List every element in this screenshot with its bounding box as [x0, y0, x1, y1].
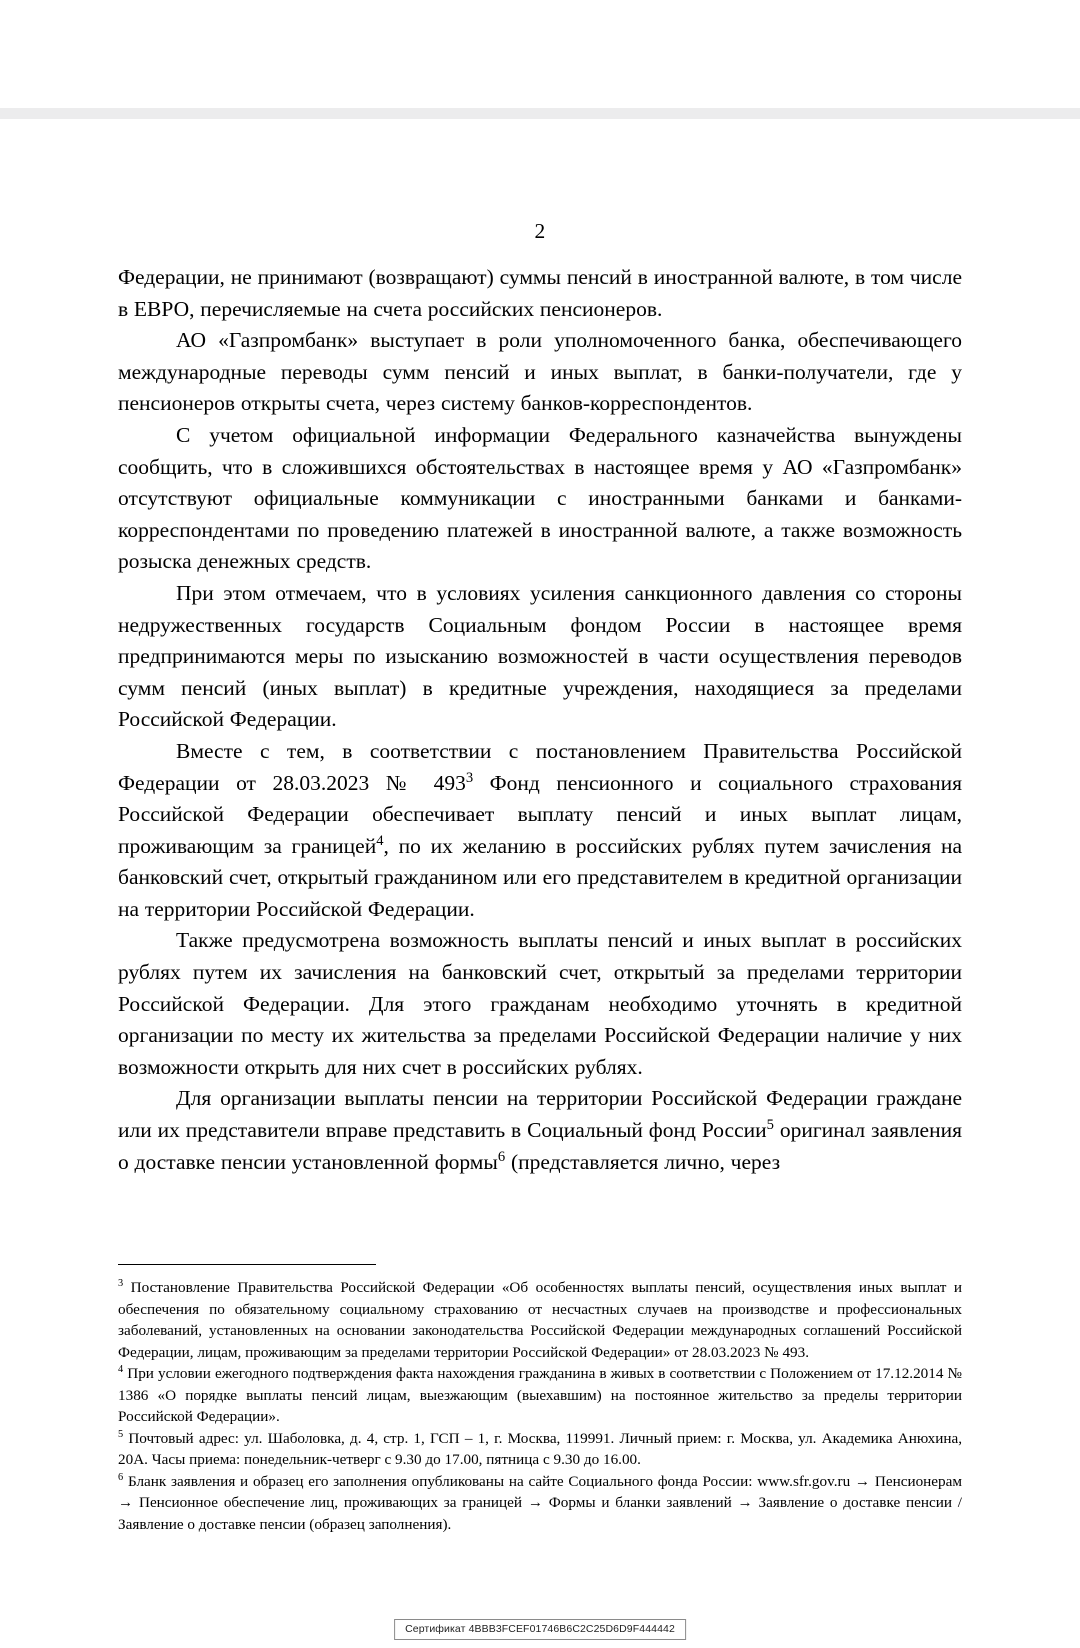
page-separator-band — [0, 108, 1080, 119]
paragraph-5-part3: , по их желанию в российских рублях путем зачисления на банковский счет, открытый гражданином или его представителем в кредитной организации на территории Российской Федерации. — [118, 833, 962, 921]
footnote-ref-4: 4 — [376, 832, 384, 849]
certificate-stamp: Сертификат 4BBB3FCEF01746B6C2C25D6D9F444442 — [394, 1619, 686, 1640]
paragraph-4: При этом отмечаем, что в условиях усиления санкционного давления со стороны недружественных государств Социальным фондом России в настоящее время предпринимаются меры по изысканию возможностей в части осуществления переводов сумм пенсий (иных выплат) в кредитные учреждения, находящиеся за пределами Российской Федерации. — [118, 580, 962, 732]
footnote-text-4: При условии ежегодного подтверждения факта нахождения гражданина в живых в соответствии с Положением от 17.12.2014 № 1386 «О порядке выплаты пенсий лицам, выезжающим (выехавшим) на постоянное жительство за пределы территории Российской Федерации». — [118, 1365, 962, 1426]
bottom-spacer — [118, 1535, 962, 1575]
footnote-text-3: Постановление Правительства Российской Федерации «Об особенностях выплаты пенсий, осуществления иных выплат и обеспечения по обязательному социальному страхованию от несчастных случаев на производстве и профессиональных заболеваний, установленных на основании законодательства Российской Федерации международных соглашений Российской Федерации, лицам, проживающим за пределами территории Российской Федерации» от 28.03.2023 № 493. — [118, 1279, 962, 1361]
footnote-ref-5: 5 — [766, 1116, 774, 1133]
page-content — [0, 119, 1080, 1575]
footnotes-block — [118, 1277, 962, 1535]
paragraph-3: С учетом официальной информации Федерального казначейства вынуждены сообщить, что в сложившихся обстоятельствах в настоящее время у АО «Газпромбанк» отсутствуют официальные коммуникации с иностранными банками и банками-корреспондентами по проведению платежей в иностранной валюте, а также возможность розыска денежных средств. — [118, 422, 962, 574]
footnote-ref-3: 3 — [465, 769, 474, 786]
footnote-marker-4: 4 — [118, 1364, 124, 1376]
paragraph-2: АО «Газпромбанк» выступает в роли уполномоченного банка, обеспечивающего международные переводы сумм пенсий и иных выплат, в банки-получатели, где у пенсионеров открыты счета, через систему банков-корреспондентов. — [118, 328, 962, 416]
footnote-5 — [118, 1428, 962, 1471]
page-number: 2 — [534, 219, 546, 243]
paragraph-7-part3: (представляется лично, через — [505, 1149, 781, 1174]
footnote-marker-5: 5 — [118, 1428, 124, 1440]
paragraph-7-part2: оригинал заявления о доставке пенсии установленной формы — [118, 1118, 962, 1174]
footnote-separator — [118, 1264, 376, 1265]
footnote-marker-3: 3 — [118, 1278, 124, 1290]
footnote-text-6: Бланк заявления и образец его заполнения опубликованы на сайте Социального фонда России: www.sfr.gov.ru → Пенсионерам → Пенсионное обеспечение лиц, проживающих за границей → Формы и бланки заявлений → Заявление о доставке пенсии / Заявление о доставке пенсии (образец заполнения). — [118, 1472, 962, 1533]
footnote-marker-6: 6 — [118, 1471, 124, 1483]
paragraph-1: Федерации, не принимают (возвращают) суммы пенсий в иностранной валюте, в том числе в ЕВРО, перечисляемые на счета российских пенсионеров. — [118, 265, 962, 321]
footnote-3 — [118, 1277, 962, 1363]
footnote-4 — [118, 1363, 962, 1428]
footnote-text-5: Почтовый адрес: ул. Шаболовка, д. 4, стр. 1, ГСП – 1, г. Москва, 119991. Личный прием: г. Москва, ул. Академика Анюхина, 20А. Часы приема: понедельник-четверг с 9.30 до 17.00, пятница с 9.30 до 16.00. — [118, 1429, 962, 1469]
paragraph-6: Также предусмотрена возможность выплаты пенсий и иных выплат в российских рублях путем их зачисления на банковский счет, открытый за пределами территории Российской Федерации. Для этого гражданам необходимо уточнять в кредитной организации по месту их жительства за пределами Российской Федерации наличие у них возможности открыть для них счет в российских рублях. — [118, 928, 962, 1079]
footnote-ref-6: 6 — [497, 1148, 506, 1165]
paragraph-5-part1: Вместе с тем, в соответствии с постановлением Правительства Российской Федерации от 28.03.2023 № 493 — [118, 738, 962, 795]
paragraph-5-part2: Фонд пенсионного и социального страхования Российской Федерации обеспечивает выплату пенсий и иных выплат лицам, проживающим за границей — [118, 770, 963, 858]
footnote-6 — [118, 1471, 962, 1536]
paragraph-7-part1: Для организации выплаты пенсии на территории Российской Федерации граждане или их представители вправе представить в Социальный фонд России — [118, 1086, 962, 1143]
paragraph-7 — [118, 1083, 962, 1178]
page-top-margin — [0, 0, 1080, 108]
paragraph-5 — [118, 736, 962, 926]
